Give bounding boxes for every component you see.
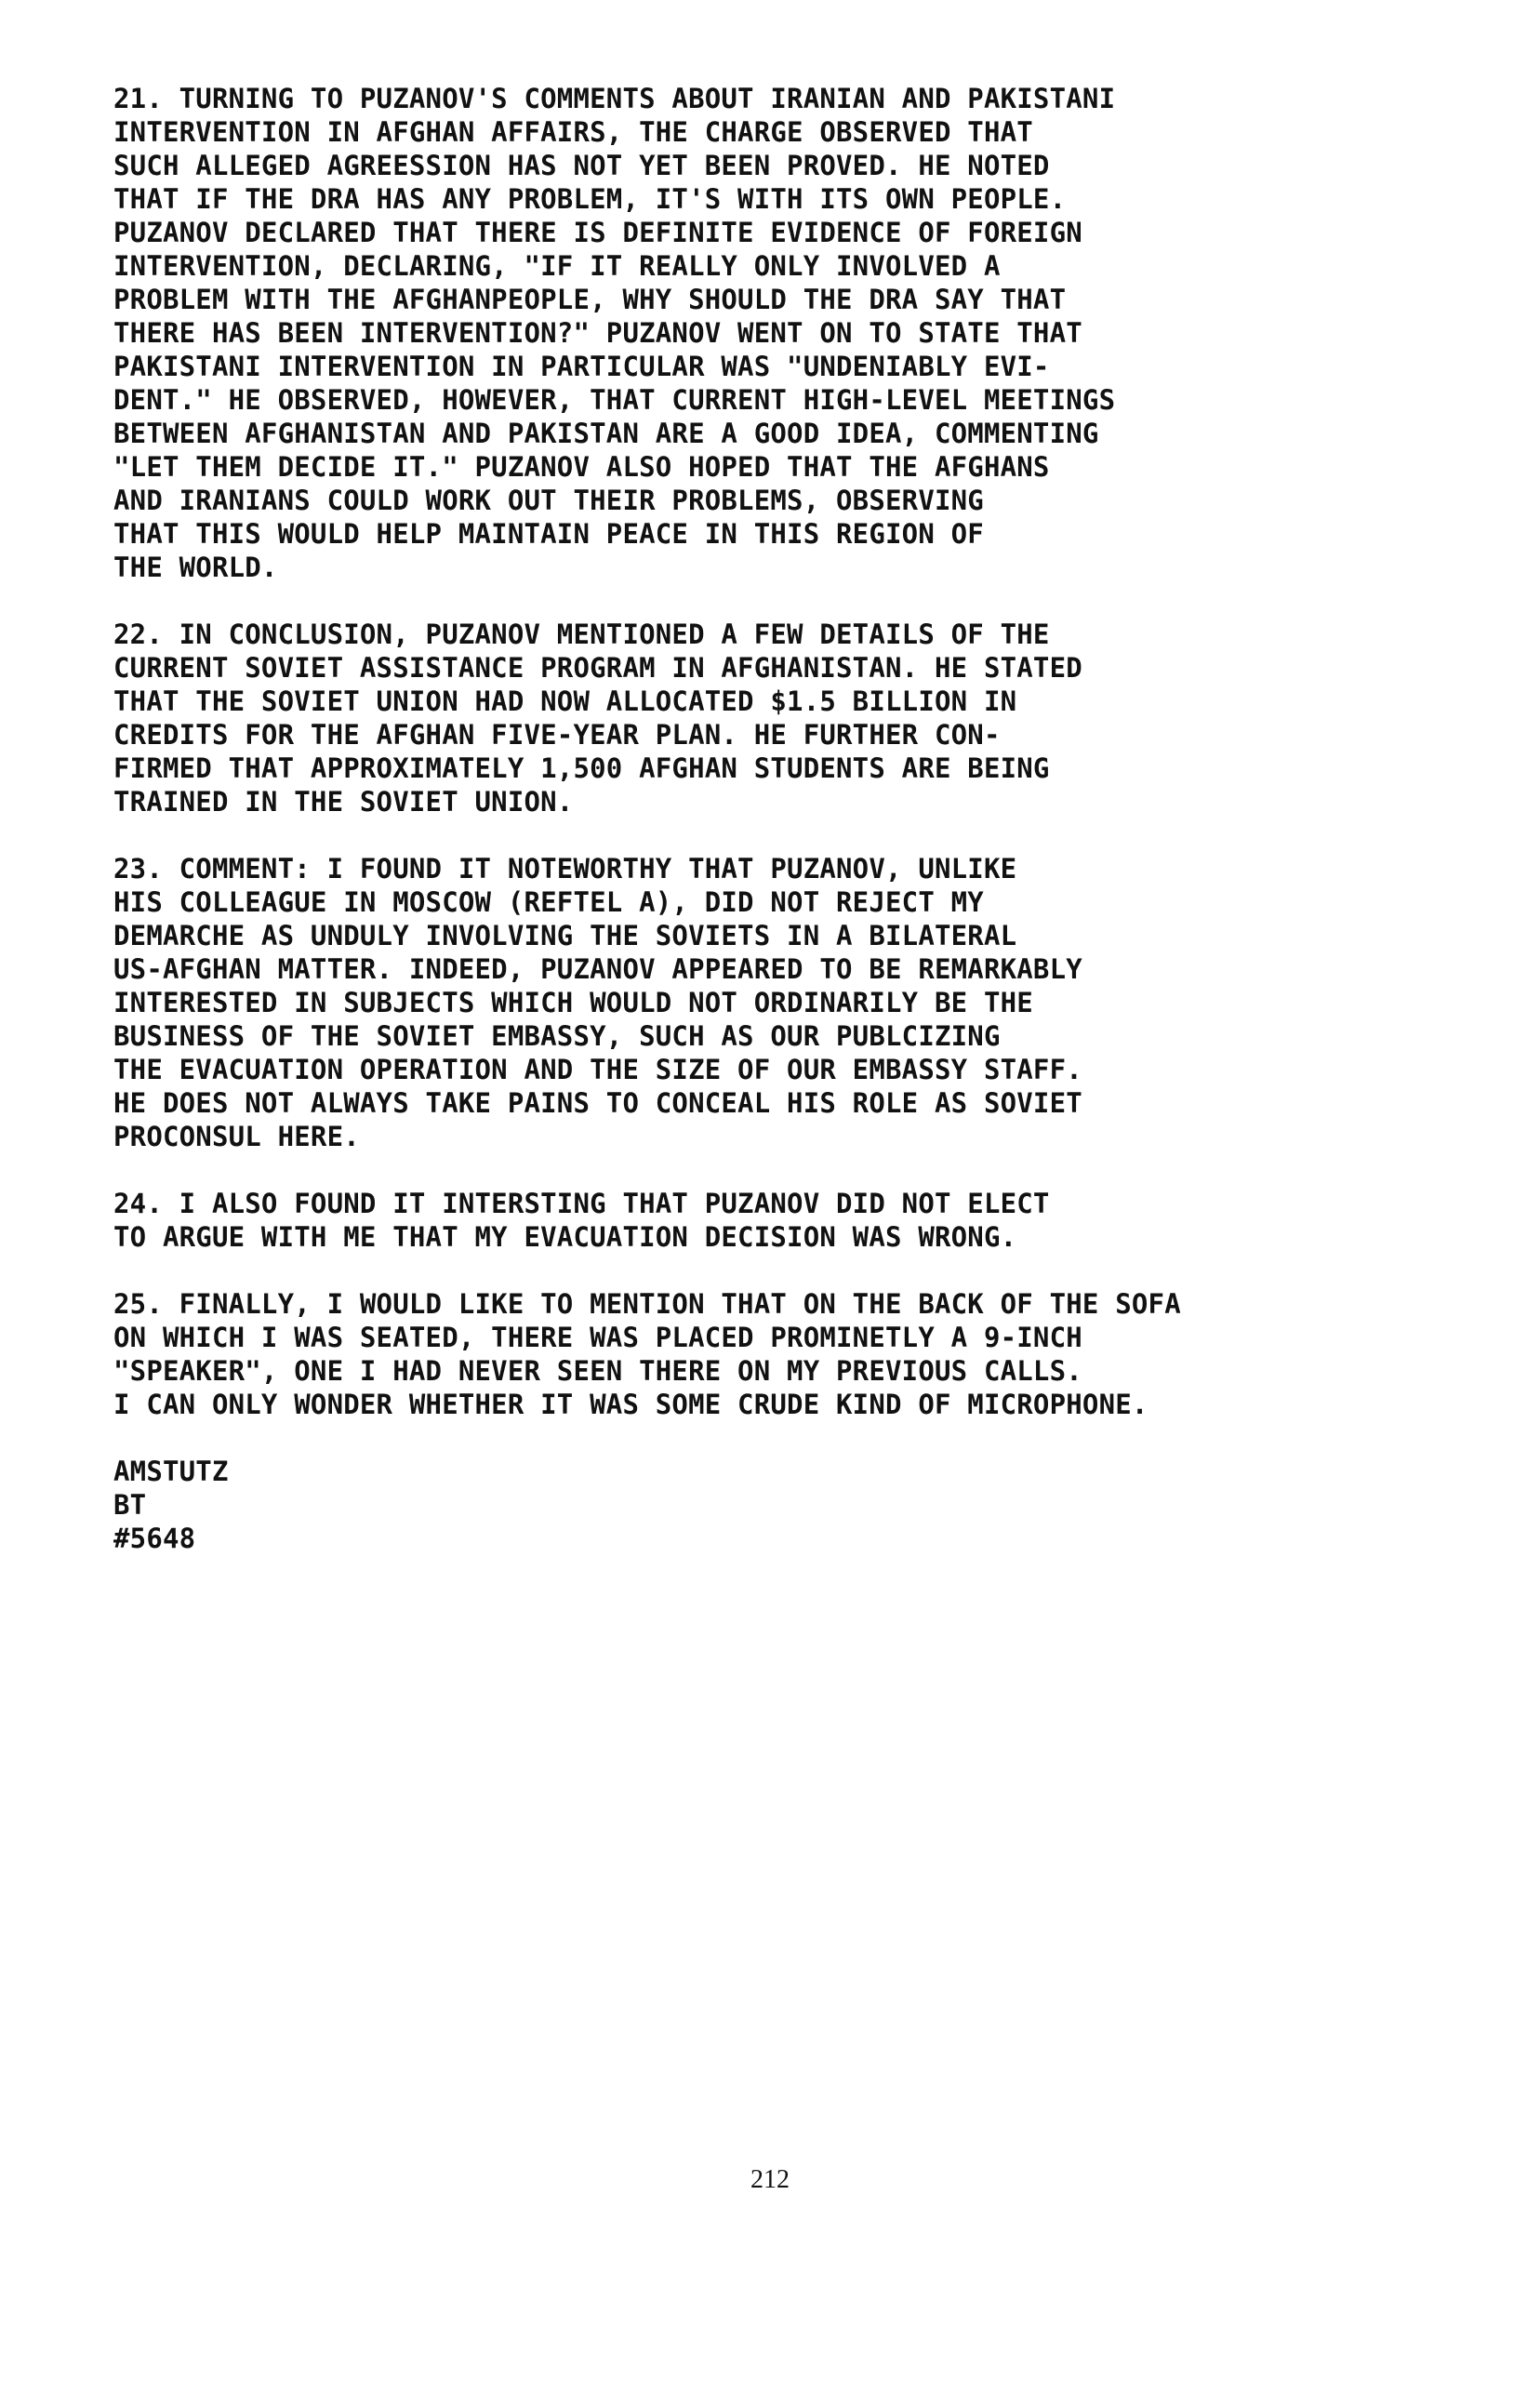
text-line: 24. I ALSO FOUND IT INTERSTING THAT PUZANOV DID NOT ELECT [113, 1188, 1050, 1219]
text-line: DENT." HE OBSERVED, HOWEVER, THAT CURRENT HIGH-LEVEL MEETINGS [113, 384, 1116, 416]
text-line: ON WHICH I WAS SEATED, THERE WAS PLACED PROMINETLY A 9-INCH [113, 1322, 1082, 1353]
text-line: PROCONSUL HERE. [113, 1121, 360, 1152]
signoff-block [113, 1455, 1453, 1555]
text-line: THE WORLD. [113, 552, 278, 583]
text-line: CURRENT SOVIET ASSISTANCE PROGRAM IN AFGHANISTAN. HE STATED [113, 652, 1082, 684]
text-line: 25. FINALLY, I WOULD LIKE TO MENTION THAT ON THE BACK OF THE SOFA [113, 1288, 1181, 1320]
text-line: 22. IN CONCLUSION, PUZANOV MENTIONED A FEW DETAILS OF THE [113, 619, 1050, 650]
paragraph-22 [113, 618, 1453, 818]
paragraph-21 [113, 82, 1453, 584]
text-line: BETWEEN AFGHANISTAN AND PAKISTAN ARE A GOOD IDEA, COMMENTING [113, 418, 1099, 449]
text-line: 21. TURNING TO PUZANOV'S COMMENTS ABOUT IRANIAN AND PAKISTANI [113, 83, 1116, 114]
text-line: PUZANOV DECLARED THAT THERE IS DEFINITE EVIDENCE OF FOREIGN [113, 217, 1082, 248]
page-number: 212 [750, 2165, 790, 2194]
text-line: THAT IF THE DRA HAS ANY PROBLEM, IT'S WITH ITS OWN PEOPLE. [113, 183, 1067, 215]
telegram-body [113, 82, 1453, 1555]
text-line: THERE HAS BEEN INTERVENTION?" PUZANOV WENT ON TO STATE THAT [113, 317, 1082, 349]
text-line: FIRMED THAT APPROXIMATELY 1,500 AFGHAN STUDENTS ARE BEING [113, 752, 1050, 784]
message-number-line: #5648 [113, 1523, 196, 1554]
paragraph-24 [113, 1187, 1453, 1254]
text-line: INTERVENTION, DECLARING, "IF IT REALLY ONLY INVOLVED A [113, 250, 1001, 282]
text-line: THAT THE SOVIET UNION HAD NOW ALLOCATED $1.5 BILLION IN [113, 685, 1017, 717]
break-marker-line: BT [113, 1489, 147, 1521]
text-line: US-AFGHAN MATTER. INDEED, PUZANOV APPEARED TO BE REMARKABLY [113, 953, 1082, 985]
text-line: HE DOES NOT ALWAYS TAKE PAINS TO CONCEAL HIS ROLE AS SOVIET [113, 1087, 1082, 1119]
text-line: TRAINED IN THE SOVIET UNION. [113, 786, 574, 818]
text-line: THAT THIS WOULD HELP MAINTAIN PEACE IN THIS REGION OF [113, 518, 984, 550]
text-line: THE EVACUATION OPERATION AND THE SIZE OF OUR EMBASSY STAFF. [113, 1054, 1082, 1085]
text-line: TO ARGUE WITH ME THAT MY EVACUATION DECISION WAS WRONG. [113, 1221, 1017, 1253]
signature-line: AMSTUTZ [113, 1456, 229, 1487]
text-line: I CAN ONLY WONDER WHETHER IT WAS SOME CRUDE KIND OF MICROPHONE. [113, 1389, 1148, 1420]
paragraph-23 [113, 852, 1453, 1153]
text-line: BUSINESS OF THE SOVIET EMBASSY, SUCH AS OUR PUBLCIZING [113, 1020, 1001, 1052]
text-line: CREDITS FOR THE AFGHAN FIVE-YEAR PLAN. HE FURTHER CON- [113, 719, 1001, 751]
text-line: SUCH ALLEGED AGREESSION HAS NOT YET BEEN PROVED. HE NOTED [113, 150, 1050, 181]
text-line: PROBLEM WITH THE AFGHANPEOPLE, WHY SHOULD THE DRA SAY THAT [113, 284, 1067, 315]
text-line: DEMARCHE AS UNDULY INVOLVING THE SOVIETS IN A BILATERAL [113, 920, 1017, 951]
text-line: "SPEAKER", ONE I HAD NEVER SEEN THERE ON MY PREVIOUS CALLS. [113, 1355, 1082, 1387]
text-line: HIS COLLEAGUE IN MOSCOW (REFTEL A), DID NOT REJECT MY [113, 886, 984, 918]
paragraph-25 [113, 1287, 1453, 1421]
text-line: "LET THEM DECIDE IT." PUZANOV ALSO HOPED THAT THE AFGHANS [113, 451, 1050, 483]
text-line: INTERVENTION IN AFGHAN AFFAIRS, THE CHARGE OBSERVED THAT [113, 116, 1033, 148]
text-line: 23. COMMENT: I FOUND IT NOTEWORTHY THAT PUZANOV, UNLIKE [113, 853, 1017, 885]
text-line: AND IRANIANS COULD WORK OUT THEIR PROBLEMS, OBSERVING [113, 485, 984, 516]
text-line: INTERESTED IN SUBJECTS WHICH WOULD NOT ORDINARILY BE THE [113, 987, 1033, 1018]
text-line: PAKISTANI INTERVENTION IN PARTICULAR WAS "UNDENIABLY EVI- [113, 351, 1050, 382]
